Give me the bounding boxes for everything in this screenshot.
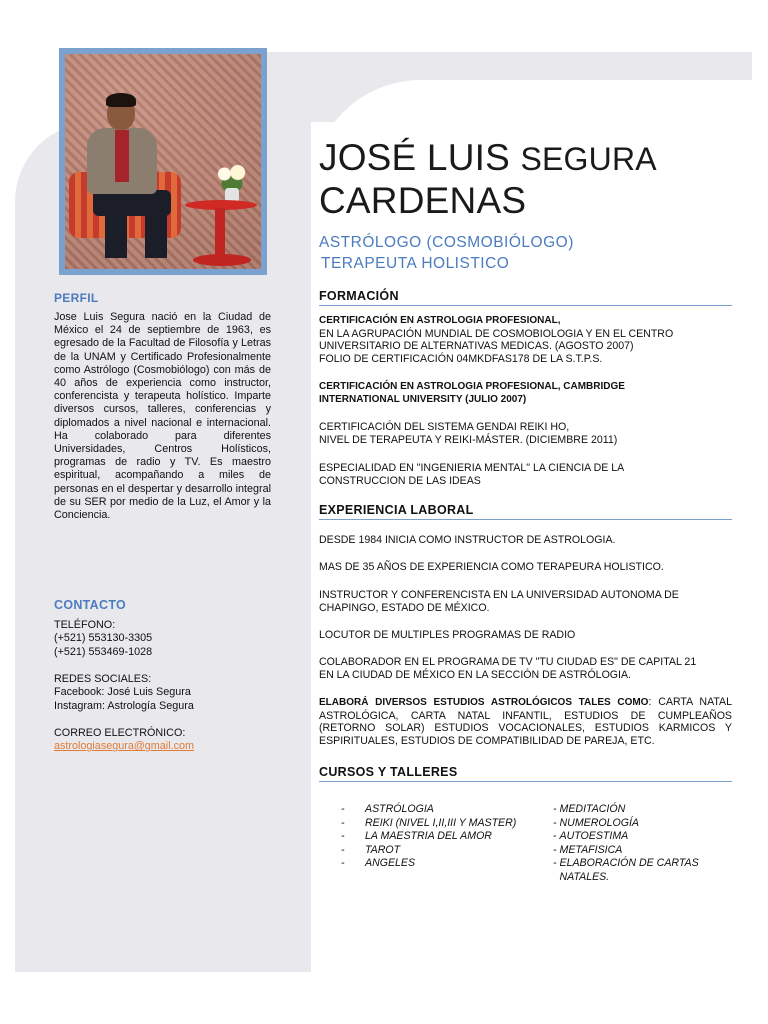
list-item [341, 817, 541, 831]
experiencia-item-1: DESDE 1984 INICIA COMO INSTRUCTOR DE ASTROLOGIA. [319, 534, 616, 546]
page-title [319, 137, 739, 222]
email-block [54, 727, 271, 754]
list-item-label: METAFISICA [559, 843, 623, 856]
contacto-heading: CONTACTO [54, 598, 127, 612]
formacion-item-2-title: CERTIFICACIÓN EN ASTROLOGIA PROFESIONAL, CAMBRIDGE [319, 381, 625, 392]
list-dash: - [341, 857, 345, 869]
list-item [553, 857, 733, 884]
list-item [341, 830, 541, 844]
social-block [54, 673, 271, 713]
experiencia-item-3 [319, 589, 732, 614]
experiencia-item-3-line: CHAPINGO, ESTADO DE MÉXICO. [319, 601, 490, 614]
instagram-text: Instagram: Astrología Segura [54, 699, 194, 712]
cursos-column-2 [553, 803, 733, 884]
formacion-item-2-title: INTERNATIONAL UNIVERSITY (JULIO 2007) [319, 393, 527, 405]
list-dash: - [341, 830, 345, 842]
list-item [553, 817, 733, 831]
phone-block [54, 619, 271, 659]
list-dash: - [553, 816, 557, 829]
name-first: JOSÉ LUIS [319, 137, 521, 178]
experiencia-item-5-line: COLABORADOR EN EL PROGRAMA DE TV "TU CIUDAD ES" DE CAPITAL 21 [319, 656, 697, 668]
list-item-label: NUMEROLOGÍA [559, 816, 639, 829]
perfil-heading: PERFIL [54, 291, 99, 305]
profile-photo-frame [59, 48, 267, 275]
phone-number-2: (+521) 553469-1028 [54, 645, 153, 658]
experiencia-item-2: MAS DE 35 AÑOS DE EXPERIENCIA COMO TERAPEURA HOLISTICO. [319, 561, 664, 573]
formacion-item-4-line: CONSTRUCCION DE LAS IDEAS [319, 474, 481, 487]
formacion-heading: FORMACIÓN [319, 289, 732, 306]
experiencia-item-6-rest: : CARTA NATAL ASTROLÓGICA, CARTA NATAL INFANTIL, ESTUDIOS DE CUMPLEAÑOS (RETORNO SOLAR) ESTUDIOS VOCACIONALES, ESTUDIOS KARMICOS Y ESPIRITUALES, ESTUDIOS DE COMPATIBILIDAD DE PAREJA, ETC. [319, 696, 732, 747]
list-item [341, 844, 541, 858]
profile-photo [65, 54, 261, 269]
list-item-label: ELABORACIÓN DE CARTAS NATALES. [559, 857, 699, 883]
formacion-item-3 [319, 421, 732, 446]
list-item [553, 844, 733, 858]
experiencia-item-3-line: INSTRUCTOR Y CONFERENCISTA EN LA UNIVERSIDAD AUTONOMA DE [319, 589, 679, 601]
formacion-item-4 [319, 462, 732, 487]
list-dash: - [341, 816, 345, 829]
list-item-label: ANGELES [365, 857, 416, 869]
list-item-label: MEDITACIÓN [559, 803, 626, 815]
experiencia-heading: EXPERIENCIA LABORAL [319, 503, 732, 520]
formacion-item-1-line: EN LA AGRUPACIÓN MUNDIAL DE COSMOBIOLOGIA Y EN EL CENTRO [319, 327, 674, 340]
name-segura: SEGURA [520, 141, 657, 177]
name-last: CARDENAS [319, 180, 527, 221]
formacion-item-1-line: FOLIO DE CERTIFICACIÓN 04MKDFAS178 DE LA S.T.P.S. [319, 352, 603, 365]
list-item-label: LA MAESTRIA DEL AMOR [365, 830, 492, 842]
list-item [553, 803, 733, 817]
list-item [341, 857, 541, 871]
list-dash: - [553, 857, 557, 869]
experiencia-item-5-line: EN LA CIUDAD DE MÉXICO EN LA SECCIÓN DE ASTRÓLOGIA. [319, 668, 632, 681]
list-item-label: REIKI (NIVEL I,II,III Y MASTER) [365, 816, 517, 829]
list-dash: - [553, 803, 557, 815]
phone-label: TELÉFONO: [54, 619, 116, 631]
list-dash: - [341, 843, 345, 856]
formacion-item-1 [319, 315, 732, 365]
list-dash: - [553, 843, 557, 856]
list-item-label: AUTOESTIMA [559, 830, 629, 842]
social-label: REDES SOCIALES: [54, 673, 152, 685]
formacion-item-3-line: CERTIFICACIÓN DEL SISTEMA GENDAI REIKI HO, [319, 421, 570, 433]
formacion-item-1-title: CERTIFICACIÓN EN ASTROLOGIA PROFESIONAL, [319, 315, 561, 326]
list-item [341, 803, 541, 817]
subtitle-terapeuta: TERAPEUTA HOLISTICO [321, 255, 510, 272]
formacion-item-4-line: ESPECIALIDAD EN "INGENIERIA MENTAL" LA CIENCIA DE LA [319, 462, 625, 474]
perfil-text: Jose Luis Segura nació en la Ciudad de México el 24 de septiembre de 1963, es egresado de la Facultad de Filosofía y Letras de la UNAM y Certificado Profesionalmente como Astrólogo (Cosmobiólogo) con más de 40 años de experiencia como instructor, conferencista y terapeuta holístico. Imparte diversos cursos, talleres, conferencias y diplomados a nivel nacional e internacional. Ha colaborado para diferentes Universidades, Centros Holísticos, programas de radio y TV. Es maestro espiritual, acompañando a miles de personas en el despertar y desarrollo integral de su SER por medio de la Luz, el Amor y la Conciencia. [54, 311, 271, 522]
list-dash: - [341, 803, 345, 815]
experiencia-item-6 [319, 696, 732, 747]
experiencia-item-4: LOCUTOR DE MULTIPLES PROGRAMAS DE RADIO [319, 629, 576, 641]
email-label: CORREO ELECTRÓNICO: [54, 727, 186, 739]
facebook-text: Facebook: José Luis Segura [54, 686, 191, 699]
cursos-column-1 [341, 803, 541, 871]
phone-number-1: (+521) 553130-3305 [54, 632, 153, 645]
list-item [553, 830, 733, 844]
experiencia-item-5 [319, 656, 732, 681]
experiencia-item-6-bold: ELABORÁ DIVERSOS ESTUDIOS ASTROLÓGICOS TALES COMO [319, 697, 649, 708]
list-item-label: ASTRÓLOGIA [365, 803, 434, 815]
formacion-item-1-line: UNIVERSITARIO DE ALTERNATIVAS MEDICAS. (AGOSTO 2007) [319, 340, 634, 352]
list-item-label: TAROT [365, 843, 401, 856]
cursos-heading: CURSOS Y TALLERES [319, 765, 732, 782]
list-dash: - [553, 830, 557, 842]
formacion-item-2 [319, 381, 732, 406]
formacion-item-3-line: NIVEL DE TERAPEUTA Y REIKI-MÁSTER. (DICIEMBRE 2011) [319, 433, 618, 446]
email-link[interactable]: astrologiasegura@gmail.com [54, 740, 194, 753]
subtitle-astrologo: ASTRÓLOGO (COSMOBIÓLOGO) [319, 234, 574, 251]
